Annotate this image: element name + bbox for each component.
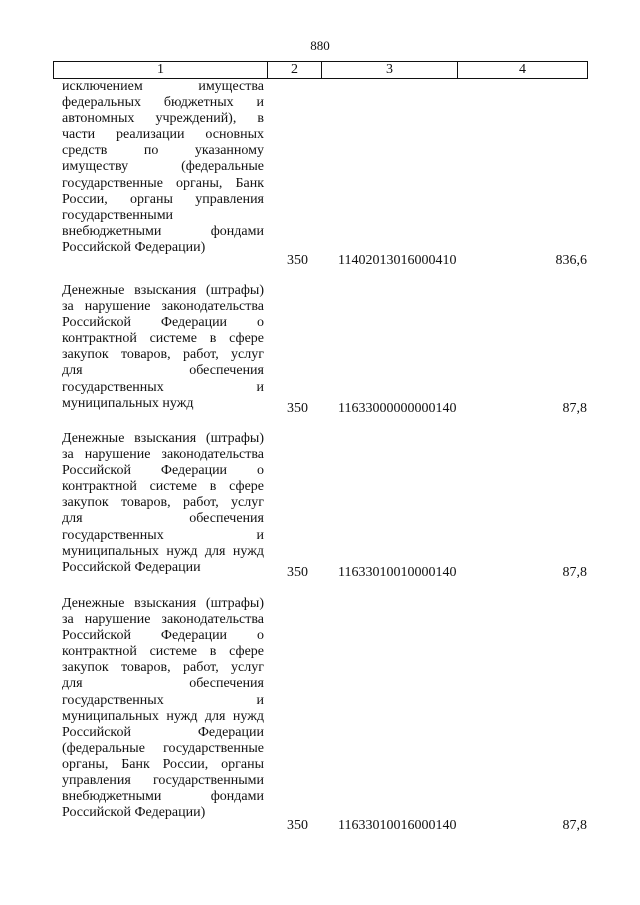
description-line: управления государственными — [62, 773, 264, 789]
description-line: контрактной системе в сфере — [62, 644, 264, 660]
description-line: за нарушение законодательства — [62, 447, 264, 463]
description-line: Российской Федерации о — [62, 315, 264, 331]
admin-code: 350 — [287, 818, 308, 833]
budget-code: 11402013016000410 — [338, 253, 457, 268]
description-line: закупок товаров, работ, услуг — [62, 660, 264, 676]
description-line: за нарушение законодательства — [62, 612, 264, 628]
description-line: части реализации основных — [62, 127, 264, 143]
page-number: 880 — [310, 38, 330, 53]
budget-code: 11633010016000140 — [338, 818, 457, 833]
row-description — [62, 596, 264, 821]
row-description — [62, 431, 264, 576]
admin-code: 350 — [287, 401, 308, 416]
budget-code: 11633010010000140 — [338, 565, 457, 580]
description-line: для обеспечения — [62, 511, 264, 527]
description-line: для обеспечения — [62, 676, 264, 692]
description-line: Российской Федерации о — [62, 628, 264, 644]
header-col-1: 1 — [54, 62, 268, 79]
description-line: Денежные взыскания (штрафы) — [62, 283, 264, 298]
description-line: Российской Федерации) — [62, 805, 206, 821]
description-line: государственных и — [62, 379, 264, 395]
amount: 836,6 — [555, 253, 587, 268]
header-col-2: 2 — [268, 62, 322, 79]
description-line: Российской Федерации — [62, 559, 201, 575]
description-line: автономных учреждений), в — [62, 111, 264, 127]
description-line: исключением имущества — [62, 79, 264, 94]
admin-code: 350 — [287, 253, 308, 268]
description-line: государственные органы, Банк — [62, 175, 264, 191]
description-line: государственных и — [62, 527, 264, 543]
row-description — [62, 79, 264, 256]
description-line: муниципальных нужд — [62, 395, 194, 411]
description-line: Российской Федерации — [62, 724, 264, 740]
description-line: Денежные взыскания (штрафы) — [62, 596, 264, 611]
description-line: муниципальных нужд для нужд — [62, 708, 264, 724]
description-line: государственных и — [62, 692, 264, 708]
description-line: государственными — [62, 207, 174, 223]
description-line: контрактной системе в сфере — [62, 331, 264, 347]
description-line: закупок товаров, работ, услуг — [62, 347, 264, 363]
description-line: контрактной системе в сфере — [62, 479, 264, 495]
amount: 87,8 — [562, 401, 587, 416]
description-line: (федеральные государственные — [62, 740, 264, 756]
amount: 87,8 — [562, 818, 587, 833]
description-line: федеральных бюджетных и — [62, 95, 264, 111]
description-line: Российской Федерации) — [62, 239, 206, 255]
description-line: внебюджетными фондами — [62, 223, 264, 239]
description-line: Российской Федерации о — [62, 463, 264, 479]
description-line: Денежные взыскания (штрафы) — [62, 431, 264, 446]
header-col-3: 3 — [322, 62, 458, 79]
description-line: внебюджетными фондами — [62, 789, 264, 805]
header-col-4: 4 — [458, 62, 588, 79]
description-line: закупок товаров, работ, услуг — [62, 495, 264, 511]
description-line: муниципальных нужд для нужд — [62, 543, 264, 559]
description-line: органы, Банк России, органы — [62, 756, 264, 772]
description-line: средств по указанному — [62, 143, 264, 159]
budget-code: 11633000000000140 — [338, 401, 457, 416]
description-line: для обеспечения — [62, 363, 264, 379]
description-line: за нарушение законодательства — [62, 299, 264, 315]
description-line: имуществу (федеральные — [62, 159, 264, 175]
table-header — [53, 61, 588, 79]
description-line: России, органы управления — [62, 191, 264, 207]
amount: 87,8 — [562, 565, 587, 580]
row-description — [62, 283, 264, 412]
admin-code: 350 — [287, 565, 308, 580]
